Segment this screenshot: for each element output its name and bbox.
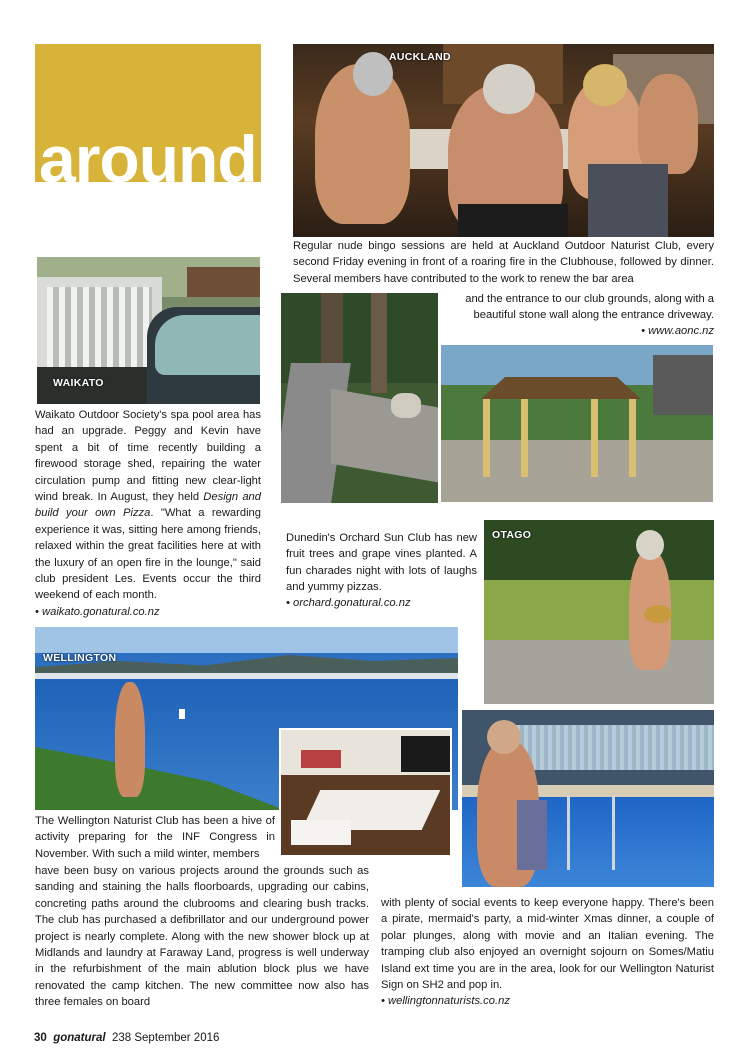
waikato-text-italic: Design and build your own Pizza bbox=[35, 491, 261, 520]
waikato-photo bbox=[37, 257, 260, 404]
wellington-text-3: with plenty of social events to keep everyone happy. There's been a pirate, mermaid's party, a mid-winter Xmas dinner, a couple of polar plunges, along with movie and an Italian evening. The tramping club also enjoyed an overnight sojourn on Somes/Matiu Island ext time you are in the area, look for our Wellington Naturist Sign on SH2 and pop in. bbox=[381, 897, 714, 992]
wellington-text-1: The Wellington Naturist Club has been a hive of activity preparing for the INF Congress in November. With such a mild winter, members bbox=[35, 815, 275, 860]
masthead-word: around bbox=[39, 122, 257, 182]
wellington-tag: WELLINGTON bbox=[43, 652, 117, 664]
otago-text: Dunedin's Orchard Sun Club has new fruit trees and grape vines planted. A fun charades night with lots of laughs and yummy pizzas. bbox=[286, 532, 477, 594]
waikato-text-a: Waikato Outdoor Society's spa pool area has had an upgrade. Peggy and Kevin have spent a bit of time recently building a firewood storage shed, repairing the water circulation pump and fitting new clear-light wind break. In August, they held bbox=[35, 409, 261, 504]
waikato-text bbox=[35, 407, 261, 604]
waikato-link[interactable]: • waikato.gonatural.co.nz bbox=[35, 606, 160, 618]
otago-photo bbox=[484, 520, 714, 704]
wellington-hall-photo bbox=[279, 728, 452, 857]
otago-link[interactable]: • orchard.gonatural.co.nz bbox=[286, 597, 411, 609]
footer bbox=[34, 1030, 219, 1046]
otago-tag: OTAGO bbox=[492, 529, 532, 541]
auckland-photo bbox=[293, 44, 714, 237]
auckland-text: Regular nude bingo sessions are held at Auckland Outdoor Naturist Club, every second Friday evening in front of a roaring fire in the Clubhouse, followed by dinner. Several members have contributed to the work to renew the bar area bbox=[293, 240, 714, 285]
wellington-pool-photo bbox=[462, 710, 714, 887]
footer-brand: gonatural bbox=[53, 1032, 106, 1044]
otago-gazebo-photo bbox=[441, 345, 713, 502]
wellington-link[interactable]: • wellingtonnaturists.co.nz bbox=[381, 995, 510, 1007]
page-number: 30 bbox=[34, 1032, 47, 1044]
wellington-text-2: have been busy on various projects around the grounds such as sanding and staining the halls floorboards, upgrading our cabins, concreting paths around the clubrooms and clearing bush tracks. The club has purchased a defibrillator and our underground power project is nearly complete. Along with the new shower block up at Midlands and laundry at Faraway Land, progress is well underway in the refurbishment of the main ablution block plus we have renovated the camp kitchen. The new committee now also has three females on board bbox=[35, 865, 369, 1009]
auckland-link[interactable]: • www.aonc.nz bbox=[641, 325, 714, 337]
auckland-text-continued: and the entrance to our club grounds, along with a beautiful stone wall along the entrance driveway. bbox=[465, 293, 714, 322]
masthead-block bbox=[35, 44, 261, 182]
waikato-text-b: . "What a rewarding experience it was, sitting here among friends, relaxed within the great facilities here at with the luxury of an open fire in the lounge," said club president Les. Events occur the third weekend of each month. bbox=[35, 507, 261, 602]
auckland-tag: AUCKLAND bbox=[389, 51, 451, 63]
otago-driveway-photo bbox=[281, 293, 438, 503]
waikato-tag: WAIKATO bbox=[53, 377, 104, 389]
footer-issue: 238 September 2016 bbox=[111, 1032, 220, 1044]
